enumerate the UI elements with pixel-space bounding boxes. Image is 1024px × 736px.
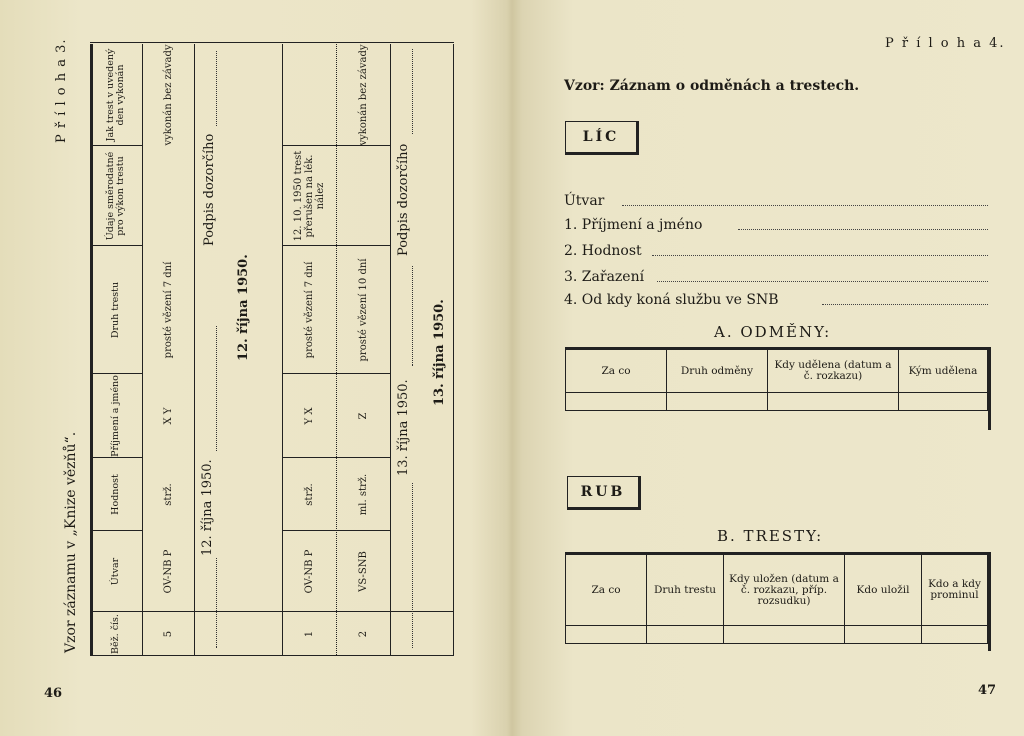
back-label: RUB: [567, 476, 641, 510]
row2-details: 12. 10. 1950 trest přerušen na lék. nález: [292, 150, 326, 242]
face-label: LÍC: [565, 121, 639, 155]
row1-name: X Y: [162, 407, 174, 425]
row1-punishment: prosté vězení 7 dní: [162, 261, 174, 359]
header-name: Příjmení a jméno: [110, 375, 121, 457]
date-12-bold: 12. října 1950.: [236, 254, 251, 361]
prisoner-book-table: [90, 44, 454, 656]
rewards-header-type: Druh odměny: [667, 350, 768, 393]
punish-header-when: Kdy uložen (datum a č. rozkazu, příp. rozsudku): [724, 555, 845, 626]
row3-unit: VS-SNB: [357, 551, 369, 592]
row2-name: Y X: [303, 407, 315, 425]
rewards-heading: A. ODMĚNY:: [714, 323, 832, 341]
table-caption: Vzor záznamu v „Knize vězňů“.: [63, 431, 79, 653]
left-page: [0, 0, 510, 736]
appendix-label-right: P ř í l o h a 4.: [885, 36, 1006, 51]
row2-num: 1: [303, 630, 315, 638]
row1-how: vykonán bez závady: [162, 44, 174, 146]
row2-rank: strž.: [303, 483, 315, 506]
punish-header-pardon: Kdo a kdy prominul: [922, 555, 988, 626]
row1-details: [142, 146, 194, 246]
punish-header-for-what: Za co: [566, 555, 647, 626]
row3-how: vykonán bez závady: [357, 44, 369, 146]
row2-punishment: prosté vězení 7 dní: [303, 261, 315, 359]
header-details: Údaje směrodatné pro výkon trestu: [105, 151, 126, 241]
row1-unit: OV-NB P: [162, 549, 174, 594]
row1-num: 5: [162, 630, 174, 638]
date-12: 12. října 1950.: [200, 459, 215, 556]
header-rank: Hodnost: [110, 474, 121, 515]
punish-header-type: Druh trestu: [647, 555, 724, 626]
row1-rank: strž.: [162, 483, 174, 506]
row3-details: [336, 146, 390, 246]
punish-header-by-whom: Kdo uložil: [845, 555, 922, 626]
row3-num: 2: [357, 630, 369, 638]
header-how: Jak trest v uvedený den vykonán: [105, 48, 126, 142]
header-num: Běž. čís.: [110, 614, 121, 654]
row3-punishment: prosté vězení 10 dní: [357, 258, 369, 362]
row3-rank: ml. strž.: [357, 473, 369, 516]
header-unit: Útvar: [110, 557, 121, 586]
field-service-since: 4. Od kdy koná službu ve SNB: [564, 292, 779, 308]
appendix-label-left: P ř í l o h a 3.: [54, 38, 69, 143]
punish-heading: B. TRESTY:: [717, 527, 824, 545]
row2-unit: OV-NB P: [303, 549, 315, 594]
date-13-bold: 13. října 1950.: [432, 299, 447, 406]
form-title: Vzor: Záznam o odměnách a trestech.: [564, 78, 860, 94]
rewards-header-by-whom: Kým udělena: [899, 350, 988, 393]
page-number-right: 47: [978, 683, 997, 698]
rewards-header-when: Kdy udělena (datum a č. rozkazu): [768, 350, 899, 393]
punish-table: [565, 554, 988, 644]
signature-2: Podpis dozorčího: [396, 143, 411, 256]
right-page: [512, 0, 1024, 736]
rewards-header-for-what: Za co: [566, 350, 667, 393]
page-number-left: 46: [44, 686, 63, 701]
date-13: 13. října 1950.: [396, 379, 411, 476]
signature-1: Podpis dozorčího: [202, 133, 217, 246]
row2-how: [282, 44, 336, 146]
field-assignment: 3. Zařazení: [564, 269, 645, 285]
header-punishment: Druh trestu: [110, 281, 121, 339]
row3-name: Z: [357, 412, 369, 420]
field-rank: 2. Hodnost: [564, 243, 642, 259]
field-name: 1. Příjmení a jméno: [564, 217, 703, 233]
field-unit: Útvar: [564, 193, 605, 209]
rewards-table: [565, 349, 988, 411]
